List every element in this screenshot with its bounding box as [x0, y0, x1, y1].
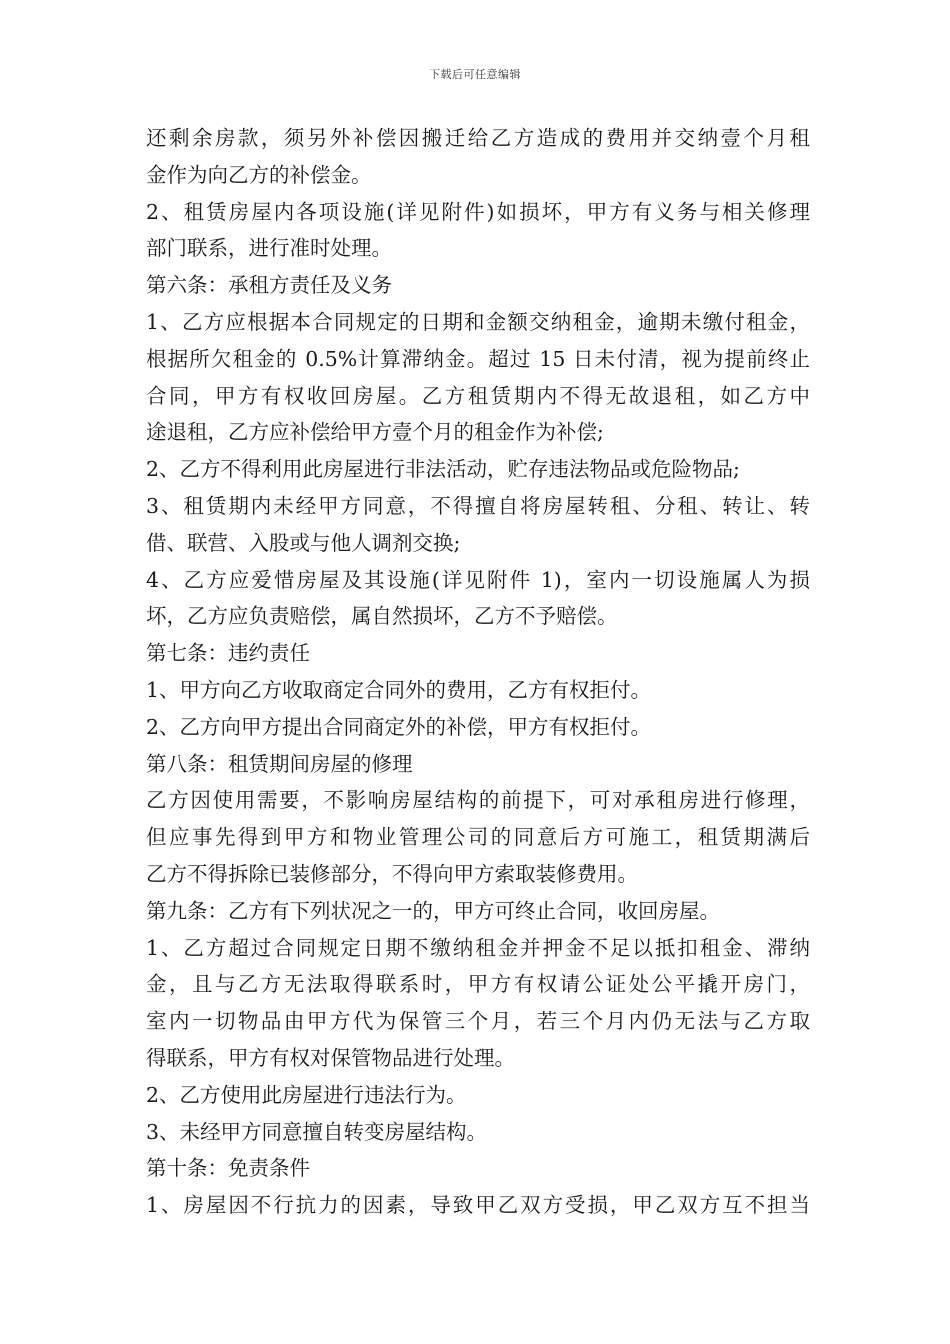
page-header: 下载后可任意编辑 — [429, 68, 521, 81]
text-line: 根据所欠租金的 0.5%计算滞纳金。超过 15 日未付清，视为提前终止 — [146, 346, 810, 371]
text-line: 乙方不得拆除已装修部分，不得向甲方索取装修费用。 — [146, 861, 638, 886]
text-line: 坏，乙方应负责赔偿，属自然损坏，乙方不予赔偿。 — [146, 604, 618, 629]
text-line: 得联系，甲方有权对保管物品进行处理。 — [146, 1045, 515, 1070]
text-line: 但应事先得到甲方和物业管理公司的同意后方可施工，租赁期满后 — [146, 825, 810, 850]
text-line: 借、联营、入股或与他人调剂交换; — [146, 530, 461, 555]
text-line: 乙方因使用需要，不影响房屋结构的前提下，可对承租房进行修理， — [146, 788, 810, 813]
text-line: 2、租赁房屋内各项设施(详见附件)如损坏，甲方有义务与相关修理 — [146, 199, 810, 224]
text-line: 1、乙方应根据本合同规定的日期和金额交纳租金，逾期未缴付租金， — [146, 309, 810, 334]
text-line: 第八条：租赁期间房屋的修理 — [146, 751, 413, 776]
text-line: 第七条：违约责任 — [146, 641, 310, 666]
text-line: 1、乙方超过合同规定日期不缴纳租金并押金不足以抵扣租金、滞纳 — [146, 935, 810, 960]
text-line: 第十条：免责条件 — [146, 1156, 310, 1181]
text-line: 1、房屋因不行抗力的因素，导致甲乙双方受损，甲乙双方互不担当 — [146, 1193, 810, 1218]
text-line: 途退租，乙方应补偿给甲方壹个月的租金作为补偿; — [146, 420, 604, 445]
text-line: 金，且与乙方无法取得联系时，甲方有权请公证处公平撬开房门， — [146, 972, 810, 997]
text-line: 合同，甲方有权收回房屋。乙方租赁期内不得无故退租，如乙方中 — [146, 383, 810, 408]
text-line: 第六条：承租方责任及义务 — [146, 273, 392, 298]
text-line: 还剩余房款，须另外补偿因搬迁给乙方造成的费用并交纳壹个月租 — [146, 126, 810, 150]
text-line: 第九条：乙方有下列状况之一的，甲方可终止合同，收回房屋。 — [146, 898, 720, 923]
text-line: 2、乙方使用此房屋进行违法行为。 — [146, 1082, 467, 1107]
text-line: 金作为向乙方的补偿金。 — [146, 162, 372, 187]
text-line: 2、乙方不得利用此房屋进行非法活动，贮存违法物品或危险物品; — [146, 457, 740, 482]
document-body — [146, 120, 810, 1224]
text-line: 3、未经甲方同意擅自转变房屋结构。 — [146, 1119, 488, 1144]
text-line: 4、乙方应爱惜房屋及其设施(详见附件 1)，室内一切设施属人为损 — [146, 567, 810, 592]
text-line: 室内一切物品由甲方代为保管三个月，若三个月内仍无法与乙方取 — [146, 1009, 810, 1034]
text-line: 部门联系，进行准时处理。 — [146, 236, 392, 261]
text-line: 1、甲方向乙方收取商定合同外的费用，乙方有权拒付。 — [146, 677, 652, 702]
text-line: 3、租赁期内未经甲方同意，不得擅自将房屋转租、分租、转让、转 — [146, 493, 810, 518]
text-line: 2、乙方向甲方提出合同商定外的补偿，甲方有权拒付。 — [146, 714, 652, 739]
